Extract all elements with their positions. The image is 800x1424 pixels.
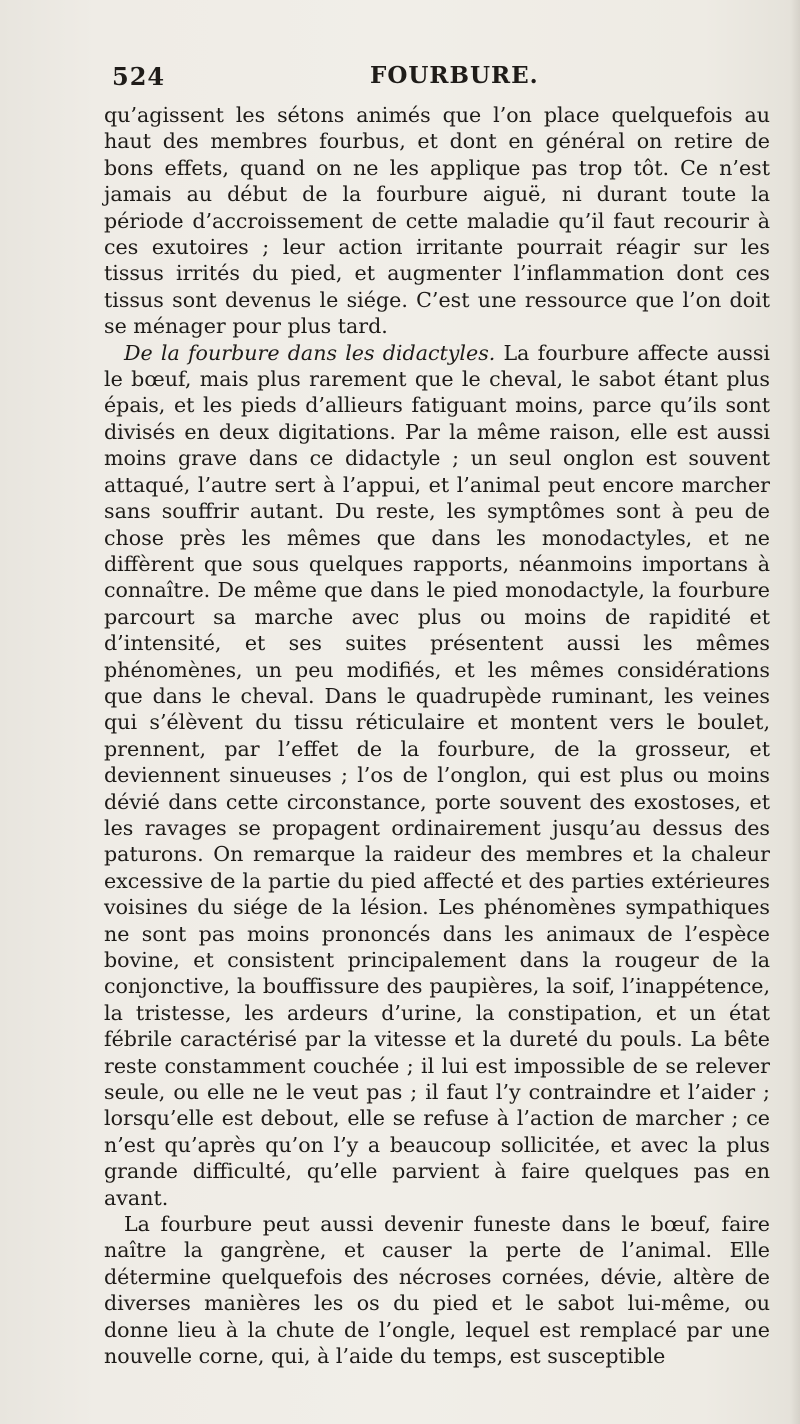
paragraph-consequences: La fourbure peut aussi devenir funeste dans le bœuf, faire naître la gangrène, et causer la perte de l’animal. Elle détermine quelquefois des nécroses cornées, dévie, altère de diverses manières les os du pied et le sabot lui-même, ou donne lieu à la chute de l’ongle, lequel est remplacé par une nouvelle corne, qui, à l’aide du temps, est susceptible (104, 1212, 770, 1369)
page-edge-shadow (790, 0, 800, 1424)
running-title: FOURBURE. (370, 62, 539, 89)
running-head (112, 62, 742, 96)
paragraph-continued: qu’agissent les sétons animés que l’on place quelquefois au haut des membres fourbus, et dont en général on retire de bons effets, quand on ne les applique pas trop tôt. Ce n’est jamais au début de la fourbure aiguë, ni durant toute la période d’accroissement de cette maladie qu’il faut recourir à ces exutoires ; leur action irritante pourrait réagir sur les tissus irrités du pied, et augmenter l’inflammation dont ces tissus sont devenus le siége. C’est une ressource que l’on doit se ménager pour plus tard. (104, 103, 770, 339)
section-heading-didactyles: De la fourbure dans les didactyles. (124, 340, 496, 365)
paragraph-didactyles-body: La fourbure affecte aussi le bœuf, mais plus rarement que le cheval, le sabot étant plus épais, et les pieds d’allieurs fatiguant moins, parce qu’ils sont divisés en deux digitations. Par la même raison, elle est aussi moins grave dans ce didactyle ; un seul onglon est souvent attaqué, l’autre sert à l’appui, et l’animal peut encore marcher sans souffrir autant. Du reste, les symptômes sont à peu de chose près les mêmes que dans les monodactyles, et ne diffèrent que sous quelques rapports, néanmoins importans à connaître. De même que dans le pied monodactyle, la fourbure parcourt sa marche avec plus ou moins de rapidité et d’intensité, et ses suites présentent aussi les mêmes phénomènes, un peu modifiés, et les mêmes considérations que dans le cheval. Dans le quadrupède ruminant, les veines qui s’élèvent du tissu réticulaire et montent vers le boulet, prennent, par l’effet de la fourbure, de la grosseur, et deviennent sinueuses ; l’os de l’onglon, qui est plus ou moins dévié dans cette circonstance, porte souvent des exostoses, et les ravages se propagent ordinairement jusqu’au dessus des paturons. On remarque la raideur des membres et la chaleur excessive de la partie du pied affecté et des parties extérieures voisines du siége de la lésion. Les phénomènes sympathiques ne sont pas moins prononcés dans les animaux de l’espèce bovine, et consistent principalement dans la rougeur de la conjonctive, la bouffissure des paupières, la soif, l’inappétence, la tristesse, les ardeurs d’urine, la constipation, et un état fébrile caractérisé par la vitesse et la dureté du pouls. La bête reste constamment couchée ; il lui est impossible de se relever seule, ou elle ne le veut pas ; il faut l’y contraindre et l’aider ; lorsqu’elle est debout, elle se refuse à l’action de marcher ; ce n’est qu’après qu’on l’y a beaucoup sollicitée, et avec la plus grande difficulté, qu’elle parvient à faire quelques pas en avant. (104, 340, 770, 1210)
body-text (104, 102, 770, 1370)
page-number: 524 (112, 62, 166, 91)
paragraph-didactyles (104, 340, 770, 1211)
